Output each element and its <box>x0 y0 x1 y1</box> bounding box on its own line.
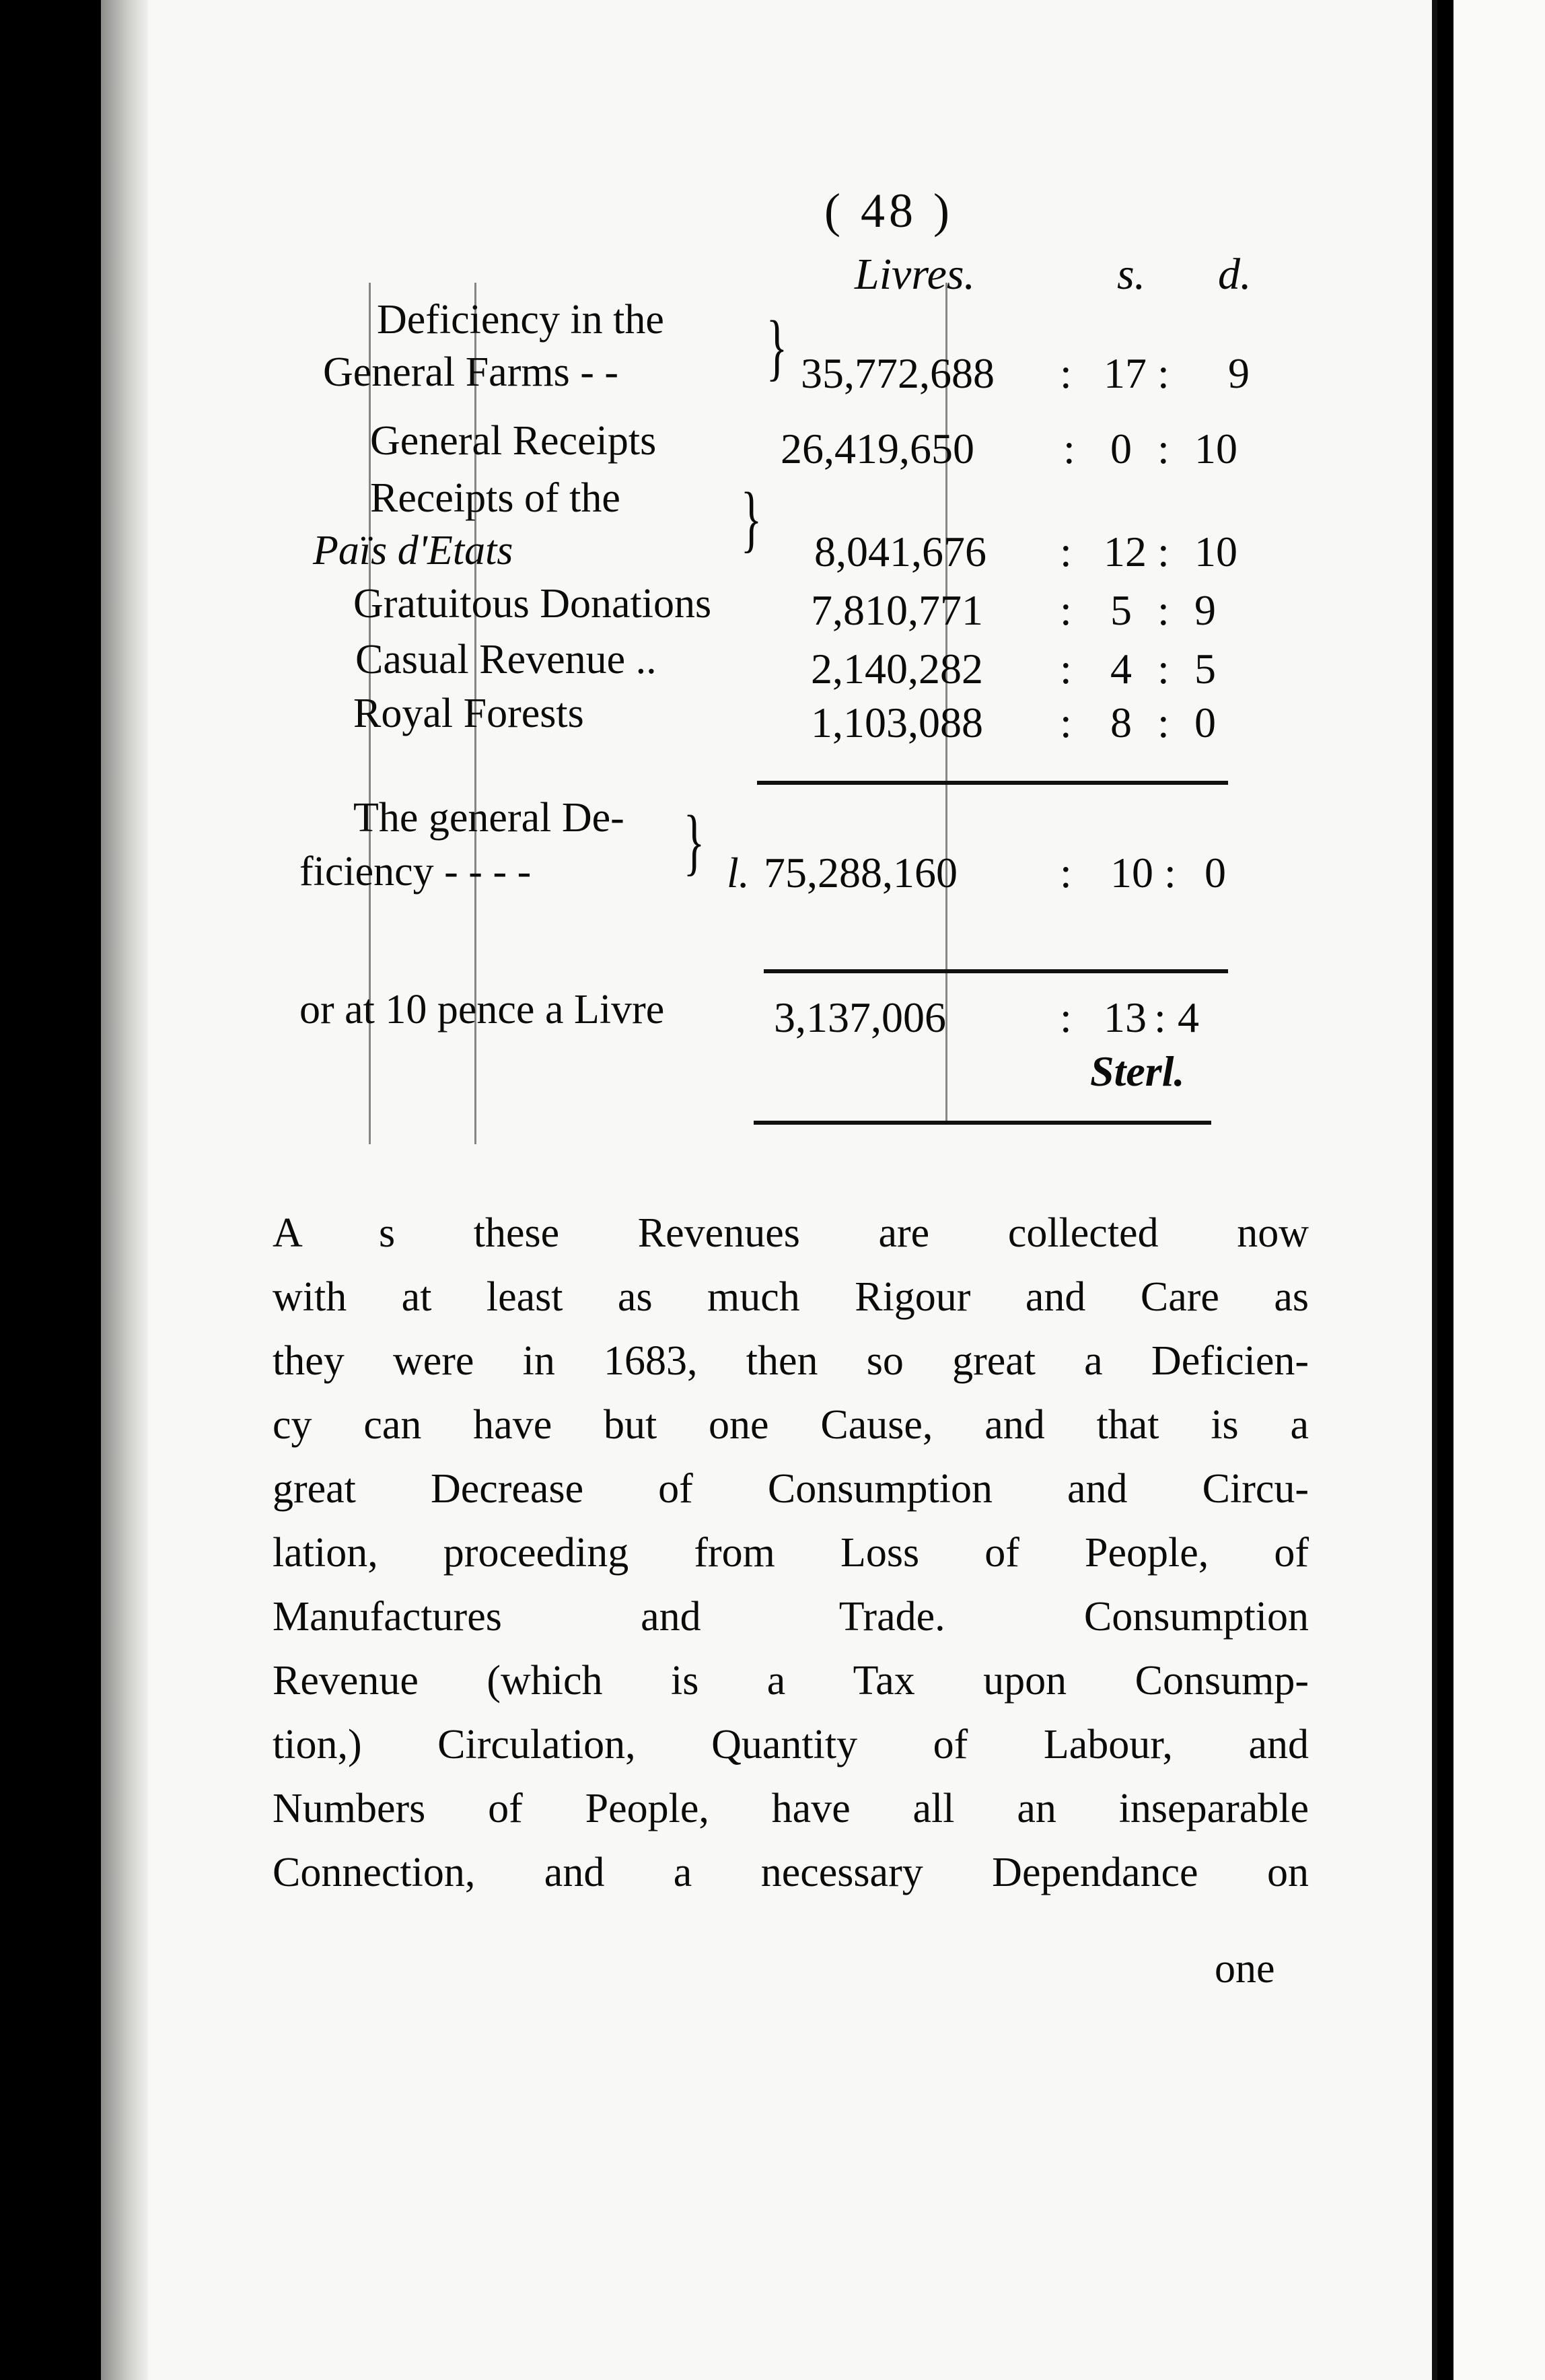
row-label: Deficiency in the <box>377 297 664 343</box>
total-label-continued: ficiency - - - - <box>299 849 532 895</box>
ledger-row <box>101 580 1433 634</box>
livres-value: 1,103,088 <box>811 699 983 746</box>
colon-separator: : <box>1157 699 1170 746</box>
paragraph-line: they were in 1683, then so great a Deficien- <box>273 1338 1309 1384</box>
shillings-value: 5 <box>1110 586 1132 634</box>
column-header-livres: Livres. <box>855 250 976 299</box>
sterling-shillings: 13 <box>1104 993 1147 1041</box>
book-page <box>101 0 1433 2380</box>
shillings-value: 8 <box>1110 699 1132 746</box>
livres-value: 8,041,676 <box>814 528 986 575</box>
paragraph-line: great Decrease of Consumption and Circu- <box>273 1466 1309 1512</box>
paragraph-line: cy can have but one Cause, and that is a <box>273 1402 1309 1448</box>
pence-value: 0 <box>1194 699 1216 746</box>
paragraph-line: Revenue (which is a Tax upon Consump- <box>273 1658 1309 1704</box>
row-label: Gratuitous Donations <box>353 581 712 627</box>
pence-value: 5 <box>1194 645 1216 693</box>
colon-separator: : <box>1157 425 1170 473</box>
colon-separator: : <box>1157 528 1170 575</box>
facing-page-edge <box>1453 0 1545 2380</box>
paragraph-line: with at least as much Rigour and Care as <box>273 1274 1309 1320</box>
column-header-pence: d. <box>1218 250 1252 299</box>
total-pence-value: 0 <box>1205 849 1226 897</box>
colon-separator: : <box>1060 586 1072 634</box>
ledger-row <box>101 636 1433 693</box>
brace-glyph: } <box>740 477 762 559</box>
colon-separator: : <box>1157 645 1170 693</box>
pence-value: 10 <box>1194 528 1237 575</box>
ledger-row <box>101 690 1433 744</box>
pence-value: 10 <box>1194 425 1237 473</box>
colon-separator: : <box>1157 586 1170 634</box>
row-label-continued: General Farms - - <box>323 349 618 395</box>
shillings-value: 17 <box>1104 349 1147 397</box>
colon-separator: : <box>1060 528 1072 575</box>
row-label: Receipts of the <box>370 475 620 521</box>
colon-separator: : <box>1060 699 1072 746</box>
sum-rule <box>757 781 1228 785</box>
page-number: ( 48 ) <box>824 184 954 238</box>
brace-glyph: } <box>766 306 788 388</box>
catchword: one <box>1215 1946 1275 1992</box>
colon-separator: : <box>1060 993 1072 1041</box>
ledger-row <box>101 296 1433 411</box>
sterling-row <box>101 973 1433 1107</box>
row-label: Royal Forests <box>353 691 584 736</box>
row-label: Casual Revenue .. <box>355 637 657 682</box>
livres-value: 35,772,688 <box>801 349 995 397</box>
colon-separator: : <box>1063 425 1075 473</box>
paragraph-line: Connection, and a necessary Dependance on <box>273 1850 1309 1895</box>
paragraph-line: Manufactures and Trade. Consumption <box>273 1594 1309 1640</box>
total-row <box>101 794 1433 909</box>
paragraph-line: tion,) Circulation, Quantity of Labour, and <box>273 1722 1309 1768</box>
currency-prefix: l. <box>727 849 750 897</box>
livres-value: 2,140,282 <box>811 645 983 693</box>
ledger-row <box>101 475 1433 582</box>
row-label-continued: Païs d'Etats <box>313 528 513 573</box>
sum-rule <box>754 1121 1211 1125</box>
pence-value: 9 <box>1228 349 1250 397</box>
sterling-amount: 3,137,006 <box>774 993 946 1041</box>
sterling-pence: 4 <box>1178 993 1199 1041</box>
sterling-unit: Sterl. <box>1090 1047 1185 1095</box>
paragraph-line: Numbers of People, have all an inseparable <box>273 1786 1309 1831</box>
colon-separator: : <box>1060 349 1072 397</box>
total-shillings-value: 10 <box>1110 849 1153 897</box>
paragraph-line: A s these Revenues are collected now <box>273 1210 1309 1256</box>
livres-value: 26,419,650 <box>781 425 974 473</box>
row-label: General Receipts <box>370 418 657 464</box>
column-header-shillings: s. <box>1117 250 1146 299</box>
colon-separator: : <box>1154 993 1166 1041</box>
body-paragraph <box>273 1201 1309 1905</box>
colon-separator: : <box>1060 849 1072 897</box>
ledger-row <box>101 417 1433 471</box>
paragraph-line: lation, proceeding from Loss of People, of <box>273 1530 1309 1576</box>
shillings-value: 4 <box>1110 645 1132 693</box>
sterling-label: or at 10 pence a Livre <box>299 987 665 1032</box>
livres-value: 7,810,771 <box>811 586 983 634</box>
brace-glyph: } <box>683 800 705 882</box>
shillings-value: 12 <box>1104 528 1147 575</box>
shillings-value: 0 <box>1110 425 1132 473</box>
colon-separator: : <box>1157 349 1170 397</box>
colon-separator: : <box>1060 645 1072 693</box>
total-livres-value: 75,288,160 <box>764 849 958 897</box>
pence-value: 9 <box>1194 586 1216 634</box>
total-label: The general De- <box>353 795 624 841</box>
colon-separator: : <box>1164 849 1176 897</box>
